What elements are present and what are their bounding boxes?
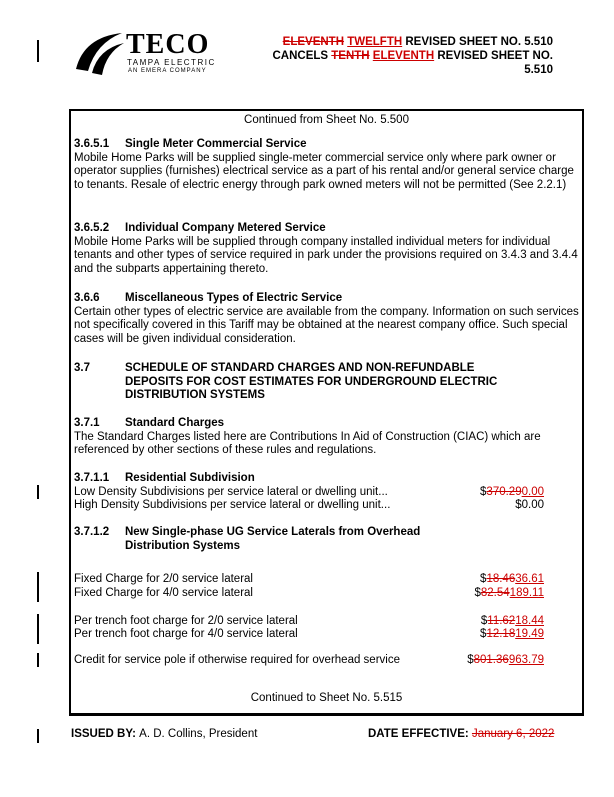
section-number: 3.6.5.2 [74, 222, 110, 234]
section-3651 [74, 138, 582, 192]
change-bar-subdivision [37, 485, 39, 499]
section-number: 3.7.1 [74, 417, 100, 429]
cancel-header-rest: REVISED SHEET NO. [434, 50, 553, 62]
section-number: 3.7.1.2 [74, 526, 110, 538]
charge-value: $0.00 [515, 499, 544, 511]
charge-label: Fixed Charge for 2/0 service lateral [74, 573, 253, 585]
old-value: 18.46 [486, 573, 516, 585]
sheet-header-rest: REVISED SHEET NO. 5.510 [402, 36, 553, 48]
change-bar-footer [37, 729, 39, 743]
charge-label: Per trench foot charge for 2/0 service lateral [74, 615, 298, 627]
date-effective [368, 728, 554, 740]
charge-low-density [74, 486, 544, 500]
change-bar-credit [37, 653, 39, 667]
old-cancel-revision: TENTH [331, 50, 370, 62]
change-bar-top [37, 40, 39, 62]
section-heading [74, 292, 582, 306]
continued-to: Continued to Sheet No. 5.515 [250, 692, 403, 704]
new-value: 189.11 [509, 587, 544, 599]
date-effective-value: January 6, 2022 [471, 728, 555, 740]
section-title: Miscellaneous Types of Electric Service [125, 292, 343, 304]
section-371 [74, 417, 582, 458]
continued-from: Continued from Sheet No. 5.500 [244, 114, 409, 126]
charge-value: $370.290.00 [480, 486, 544, 498]
new-value: 0.00 [521, 486, 544, 498]
new-value: 18.44 [515, 615, 544, 627]
section-heading [74, 138, 582, 152]
sheet-header-line1 [253, 35, 553, 49]
sheet-header-line3: 5.510 [524, 64, 553, 76]
old-value: 801.36 [473, 654, 509, 666]
charge-label: Per trench foot charge for 4/0 service lateral [74, 628, 298, 640]
section-3712 [74, 526, 582, 553]
old-value: 12.18 [486, 628, 516, 640]
change-bar-trench [37, 614, 39, 644]
old-sheet-revision: ELEVENTH [282, 36, 345, 48]
charge-fixed-2-0 [74, 573, 544, 587]
swoosh-icon [74, 29, 126, 75]
new-value: 36.61 [515, 573, 544, 585]
charge-trench-2-0 [74, 615, 544, 629]
section-body: The Standard Charges listed here are Contributions In Aid of Construction (CIAC) which are referenced by other sections of these rules and regulations. [74, 430, 541, 457]
section-title: Residential Subdivision [125, 472, 255, 484]
issued-by [71, 728, 257, 740]
section-body: Certain other types of electric service are available from the company. Information on such services not specifically covered in this Tariff may be obtained at the nearest company office. Such special cases will be given individual consideration. [74, 305, 579, 345]
section-title-line3: DISTRIBUTION SYSTEMS [125, 389, 265, 402]
date-effective-label: DATE EFFECTIVE: [368, 728, 469, 740]
section-body: Mobile Home Parks will be supplied single-meter commercial service only where park owner or operator supplies (furnishes) electrical service as a part of his rental and/or general service charge to tenants. Resale of electric energy through park owned meters will not be permitted (See 2.2.1) [74, 151, 574, 191]
logo-tagline: AN EMERA COMPANY [128, 68, 207, 74]
section-heading [74, 222, 582, 236]
new-value: 963.79 [508, 654, 544, 666]
logo-subtitle: TAMPA ELECTRIC [127, 58, 216, 67]
charge-label: Low Density Subdivisions per service lateral or dwelling unit... [74, 486, 388, 498]
new-value: 19.49 [515, 628, 544, 640]
section-title-line1: New Single-phase UG Service Laterals from Overhead [125, 526, 421, 538]
section-title-line2: Distribution Systems [125, 539, 241, 552]
old-value: 82.54 [480, 587, 510, 599]
section-number: 3.6.5.1 [74, 138, 110, 150]
change-bar-fixed [37, 572, 39, 602]
old-value: 11.62 [487, 615, 516, 627]
cancels-label: CANCELS [272, 50, 332, 62]
new-sheet-revision: TWELFTH [347, 36, 403, 48]
section-title: Standard Charges [125, 417, 225, 429]
charge-value: $18.4636.61 [480, 573, 544, 585]
section-heading [74, 362, 582, 376]
section-3652 [74, 222, 582, 276]
charge-label: Fixed Charge for 4/0 service lateral [74, 587, 253, 599]
issued-by-label: ISSUED BY: [71, 728, 136, 740]
charge-label: High Density Subdivisions per service lateral or dwelling unit... [74, 499, 391, 511]
charge-label: Credit for service pole if otherwise required for overhead service [74, 654, 400, 666]
section-number: 3.7 [74, 362, 90, 374]
sheet-header-line2 [253, 49, 553, 63]
issued-by-name: A. D. Collins, President [139, 728, 258, 740]
charge-value: $82.54189.11 [474, 587, 544, 599]
charge-value: $12.1819.49 [480, 628, 544, 640]
section-body: Mobile Home Parks will be supplied through company installed individual meters for individual tenants and other types of service required in park under the provisions required on 3.4.3 and 3.4.4 and the subparts appertaining thereto. [74, 235, 578, 275]
section-title-line2: DEPOSITS FOR COST ESTIMATES FOR UNDERGROUND ELECTRIC [125, 375, 498, 388]
section-number: 3.7.1.1 [74, 472, 110, 484]
charge-high-density [74, 499, 544, 513]
sheet-header [253, 35, 553, 77]
charge-trench-4-0 [74, 628, 544, 642]
charge-value: $11.6218.44 [480, 615, 544, 627]
new-cancel-revision: ELEVENTH [372, 50, 435, 62]
logo-name: TECO [126, 29, 210, 60]
section-title-line1: SCHEDULE OF STANDARD CHARGES AND NON-REFUNDABLE [125, 362, 475, 374]
section-3711 [74, 472, 582, 486]
charge-value: $801.36963.79 [467, 654, 544, 666]
section-366 [74, 292, 582, 346]
section-title: Individual Company Metered Service [125, 222, 326, 234]
old-value: 370.29 [486, 486, 522, 498]
section-title: Single Meter Commercial Service [125, 138, 307, 150]
section-37 [74, 362, 582, 403]
charge-fixed-4-0 [74, 587, 544, 601]
section-number: 3.6.6 [74, 292, 100, 304]
charge-credit-pole [74, 654, 544, 668]
section-heading [74, 417, 582, 431]
company-logo [74, 27, 234, 75]
section-heading [74, 526, 582, 540]
